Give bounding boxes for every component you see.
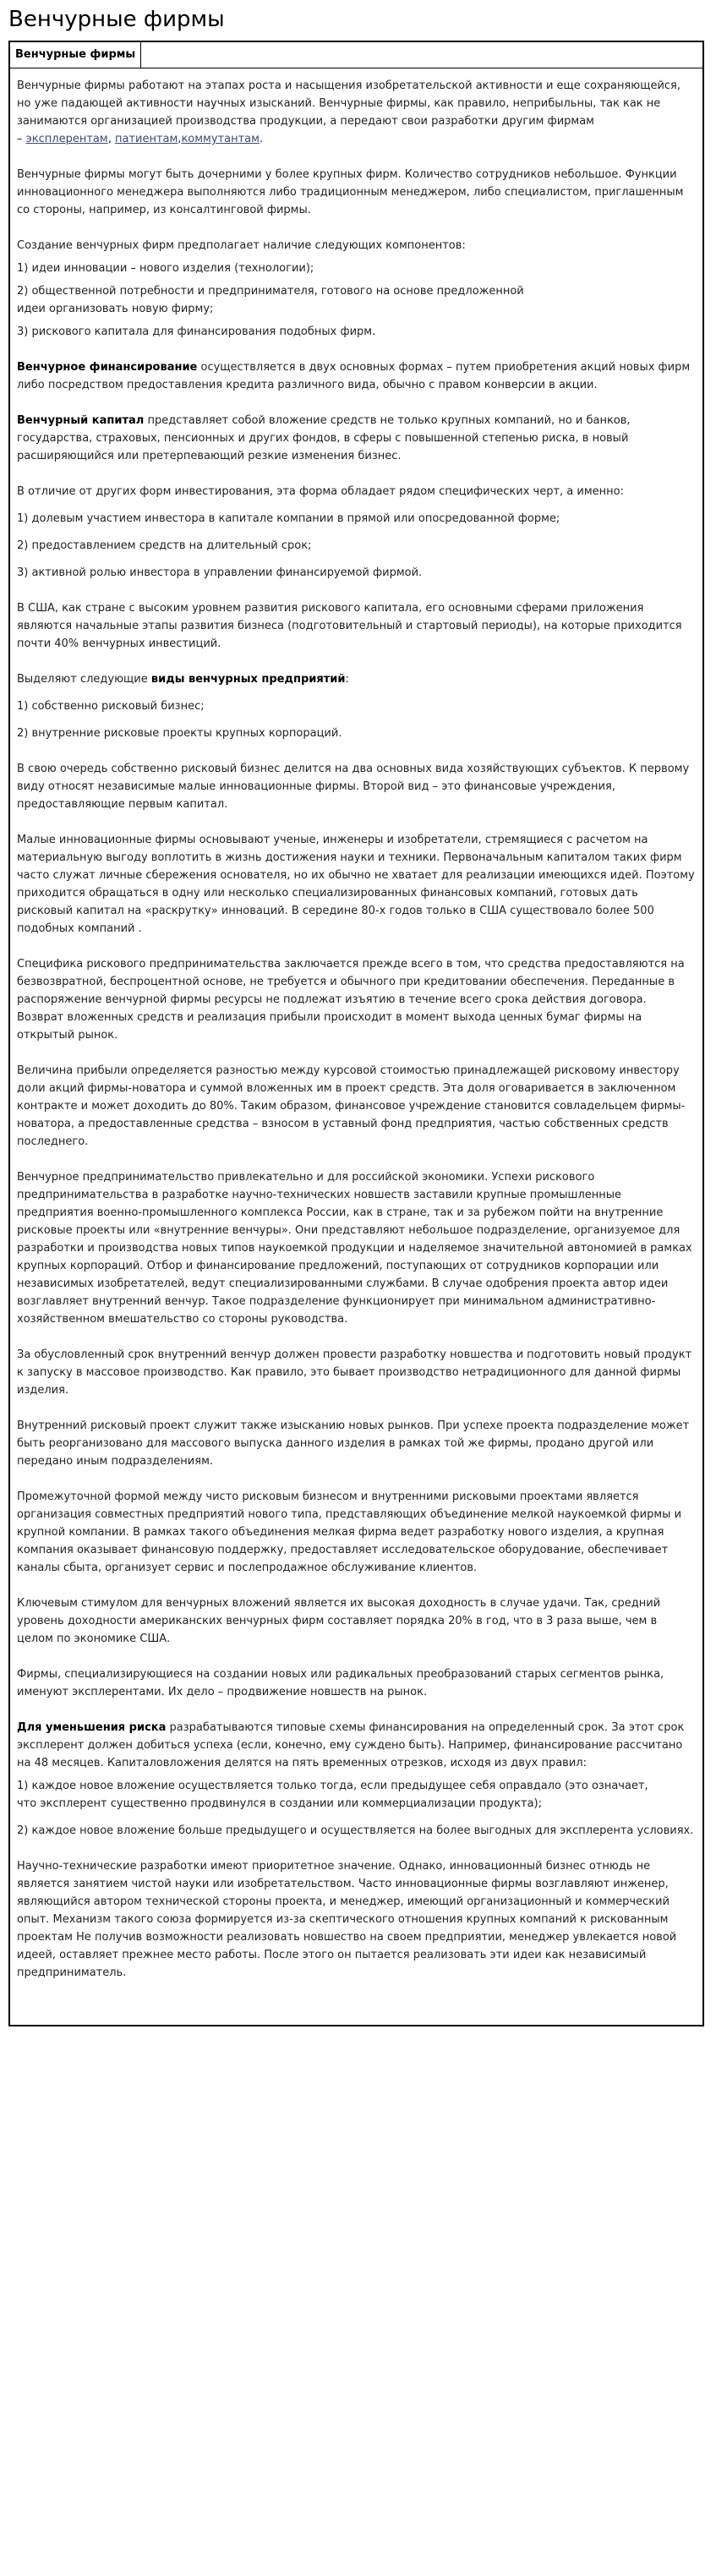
list-item-continuation: идеи организовать новую фирму; — [17, 303, 214, 315]
paragraph-rnd: Научно-технические разработки имеют приоритетное значение. Однако, инновационный бизнес отнюдь не является занятием чистой науки или изобретательством. Часто инновационные фирмы возглавляют инженер, являющийся автором технической стороны проекта, и менеджер, имеющий организационный и коммерческий опыт. Механизм такого союза формируется из-за скептического отношения крупных компаний к рискованным проектам Не получив возможности реализовать новшество на своем предприятии, менеджер увлекается новой идеей, оставляет прежнее место работы. После этого он пытается реализовать эти идеи как независимый предприниматель. — [17, 1860, 677, 1979]
link-patients[interactable]: патиентам — [114, 133, 178, 145]
article-box — [8, 41, 704, 2026]
tab-bar — [10, 42, 702, 68]
link-explerents[interactable]: эксплерентам — [25, 133, 108, 145]
paragraph-internal-venture: За обусловленный срок внутренний венчур должен провести разработку новшества и подготовить новый продукт к запуску в массовое производство. Как правило, это бывает производство нетрадиционного для данной фирмы изделия. — [17, 1348, 692, 1397]
list-item: 2) общественной потребности и предпринимателя, готового на основе предложенной — [17, 285, 524, 298]
paragraph-features — [17, 483, 696, 582]
list-item: 1) каждое новое вложение осуществляется только тогда, если предыдущее себя оправдало (это означает, — [17, 1780, 648, 1792]
risk-reduction-intro — [17, 1719, 696, 1772]
list-item: 2) внутренние рисковые проекты крупных корпораций. — [17, 727, 342, 740]
venture-financing-text: осуществляется в двух основных формах – путем приобретения акций новых фирм либо посредством предоставления кредита различного вида, обычно с правом конверсии в акции. — [17, 361, 691, 391]
term-venture-types: виды венчурных предприятий — [150, 673, 346, 686]
paragraph-profit: Величина прибыли определяется разностью между курсовой стоимостью принадлежащей рисковому инвестору доли акций фирмы-новатора и суммой вложенных им в проект средств. Эта доля оговаривается в заключенном контракте и может доходить до 80%. Таким образом, финансовое учреждение становится совладельцем фирмы-новатора, а предоставленные средства – взносом в уставный фонд предприятия, частью собственных средств последнего. — [17, 1064, 686, 1148]
paragraph-small-firms: Малые инновационные фирмы основывают ученые, инженеры и изобретатели, стремящиеся с расчетом на материальную выгоду воплотить в жизнь достижения науки и техники. Первоначальным капиталом таких фирм часто служат личные сбережения основателя, но их обычно не хватает для реализации имеющихся идей. Поэтому приходится обращаться в одну или несколько специализированных финансовых компаний, готовых дать рисковый капитал на «раскрутку» инноваций. В середине 80-х годов только в США существовало более 500 подобных компаний . — [17, 834, 695, 935]
list-item: 1) идеи инновации – нового изделия (технологии); — [17, 262, 314, 275]
link-separator: , — [178, 133, 182, 145]
link-separator: , — [107, 133, 115, 145]
paragraph-specifics: Специфика рискового предпринимательства заключается прежде всего в том, что средства предоставляются на безвозвратной, беспроцентной основе, не требуется и обычного при кредитовании обеспечения. Переданные в распоряжение венчурной фирмы ресурсы не подлежат изъятию в течение всего срока действия договора. Возврат вложенных средств и реализация прибыли происходит в момент выхода ценных бумаг фирмы на открытый рынок. — [17, 958, 685, 1042]
paragraph-usa: В США, как стране с высоким уровнем развития рискового капитала, его основными сферами приложения являются начальные этапы развития бизнеса (подготовительный и стартовый периоды), на которые приходится почти 40% венчурных инвестиций. — [17, 602, 682, 650]
page-title: Венчурные фирмы — [8, 7, 225, 32]
link-commutants[interactable]: коммутантам — [181, 133, 260, 145]
list-item: 2) предоставлением средств на длительный срок; — [17, 539, 312, 552]
paragraph-russia: Венчурное предпринимательство привлекательно и для российской экономики. Успехи рискового предпринимательства в разработке научно-технических новшеств заставили крупные промышленные предприятия военно-промышленного комплекса России, как в стране, так и за рубежом пойти на внутренние рисковые проекты или «внутренние венчуры». Они представляют небольшое подразделение, организуемое для разработки и производства новых типов наукоемкой продукции и наделяемое значительной автономией в рамках крупных корпораций. Отбор и финансирование предложений, поступающих от сотрудников корпорации или независимых изобретателей, ведут специализированными службами. В случае одобрения проекта автор идеи возглавляет внутренний венчур. Такое подразделение функционирует при минимальном административно-хозяйственном вмешательство со стороны руководства. — [17, 1171, 692, 1326]
paragraph-risk-business: В свою очередь собственно рисковый бизнес делится на два основных вида хозяйствующих субъектов. К первому виду относят независимые малые инновационные фирмы. Второй вид – это финансовые учреждения, предоставляющие первым капитал. — [17, 763, 690, 811]
paragraph-subsidiaries: Венчурные фирмы могут быть дочерними у более крупных фирм. Количество сотрудников небольшое. Функции инновационного менеджера выполняются либо традиционным менеджером, либо специалистом, приглашенным со стороны, например, из консалтинговой фирмы. — [17, 168, 684, 216]
tab-venture-firms[interactable]: Венчурные фирмы — [10, 42, 141, 68]
risk-reduction-text: разрабатываются типовые схемы финансирования на определенный срок. За этот срок эксплерент должен добиться успеха (если, конечно, ему суждено быть). Например, финансирование рассчитано на 48 месяцев. Капиталовложения делятся на пять временных отрезков, исходя из двух правил: — [17, 1721, 685, 1769]
list-item-continuation: что эксплерент существенно продвинулся в создании или коммерциализации продукта); — [17, 1797, 542, 1810]
components-intro: Создание венчурных фирм предполагает наличие следующих компонентов: — [17, 239, 466, 252]
intro-dash: – — [17, 133, 26, 145]
paragraph-incentive: Ключевым стимулом для венчурных вложений является их высокая доходность в случае удачи. Так, средний уровень доходности американских венчурных фирм составляет порядка 20% в год, что в 3 раза выше, чем в целом по экономике США. — [17, 1597, 661, 1645]
paragraph-explerents: Фирмы, специализирующиеся на создании новых или радикальных преобразований старых сегментов рынка, именуют эксплерентами. Их дело – продвижение новшеств на рынок. — [17, 1668, 664, 1698]
list-item: 2) каждое новое вложение больше предыдущего и осуществляется на более выгодных для эксплерента условиях. — [17, 1824, 694, 1837]
types-intro — [17, 670, 696, 688]
paragraph-intermediate-form: Промежуточной формой между чисто рисковым бизнесом и внутренними рисковыми проектами является организация совместных предприятий нового типа, представляющих объединение мелкой наукоемкой фирмы и крупной компании. В рамках такого объединения мелкая фирма ведет разработку нового изделия, а крупная компания оказывает финансовую поддержку, предоставляет исследовательское оборудование, обеспечивает каналы сбыта, организует сервис и послепродажное обслуживание клиентов. — [17, 1490, 682, 1574]
paragraph-components — [17, 237, 696, 341]
types-intro-a: Выделяют следующие — [17, 673, 151, 686]
features-intro: В отличие от других форм инвестирования, эта форма обладает рядом специфических черт, а именно: — [17, 485, 624, 498]
article-content — [10, 68, 702, 2025]
paragraph-intro — [17, 77, 696, 148]
paragraph-venture-financing — [17, 358, 696, 394]
venture-capital-text: представляет собой вложение средств не только крупных компаний, но и банков, государства, страховых, пенсионных и других фондов, в сферы с повышенной степенью риска, в новый расширяющийся или претерпевающий резкие изменения бизнес. — [17, 414, 631, 462]
term-venture-capital: Венчурный капитал — [17, 414, 145, 427]
list-item: 1) долевым участием инвестора в капитале компании в прямой или опосредованной форме; — [17, 512, 560, 525]
paragraph-types — [17, 670, 696, 742]
list-item: 1) собственно рисковый бизнес; — [17, 700, 205, 713]
term-risk-reduction: Для уменьшения риска — [17, 1721, 167, 1734]
paragraph-risk-reduction — [17, 1719, 696, 1840]
intro-end: . — [259, 133, 264, 145]
list-item: 3) активной ролью инвестора в управлении финансируемой фирмой. — [17, 566, 423, 579]
intro-text: Венчурные фирмы работают на этапах роста и насыщения изобретательской активности и еще сохраняющейся, но уже падающей активности научных изысканий. Венчурные фирмы, как правило, неприбыльны, так как не занимаются организацией производства продукции, а передают свои разработки другим фирмам — [17, 79, 680, 128]
list-item: 3) рискового капитала для финансирования подобных фирм. — [17, 325, 376, 338]
paragraph-venture-capital — [17, 412, 696, 465]
types-intro-b: : — [345, 673, 349, 686]
paragraph-internal-project: Внутренний рисковый проект служит также изысканию новых рынков. При успехе проекта подразделение может быть реорганизовано для массового выпуска данного изделия в рамках той же фирмы, продано другой или передано иным подразделениям. — [17, 1419, 690, 1468]
term-venture-financing: Венчурное финансирование — [17, 361, 198, 374]
